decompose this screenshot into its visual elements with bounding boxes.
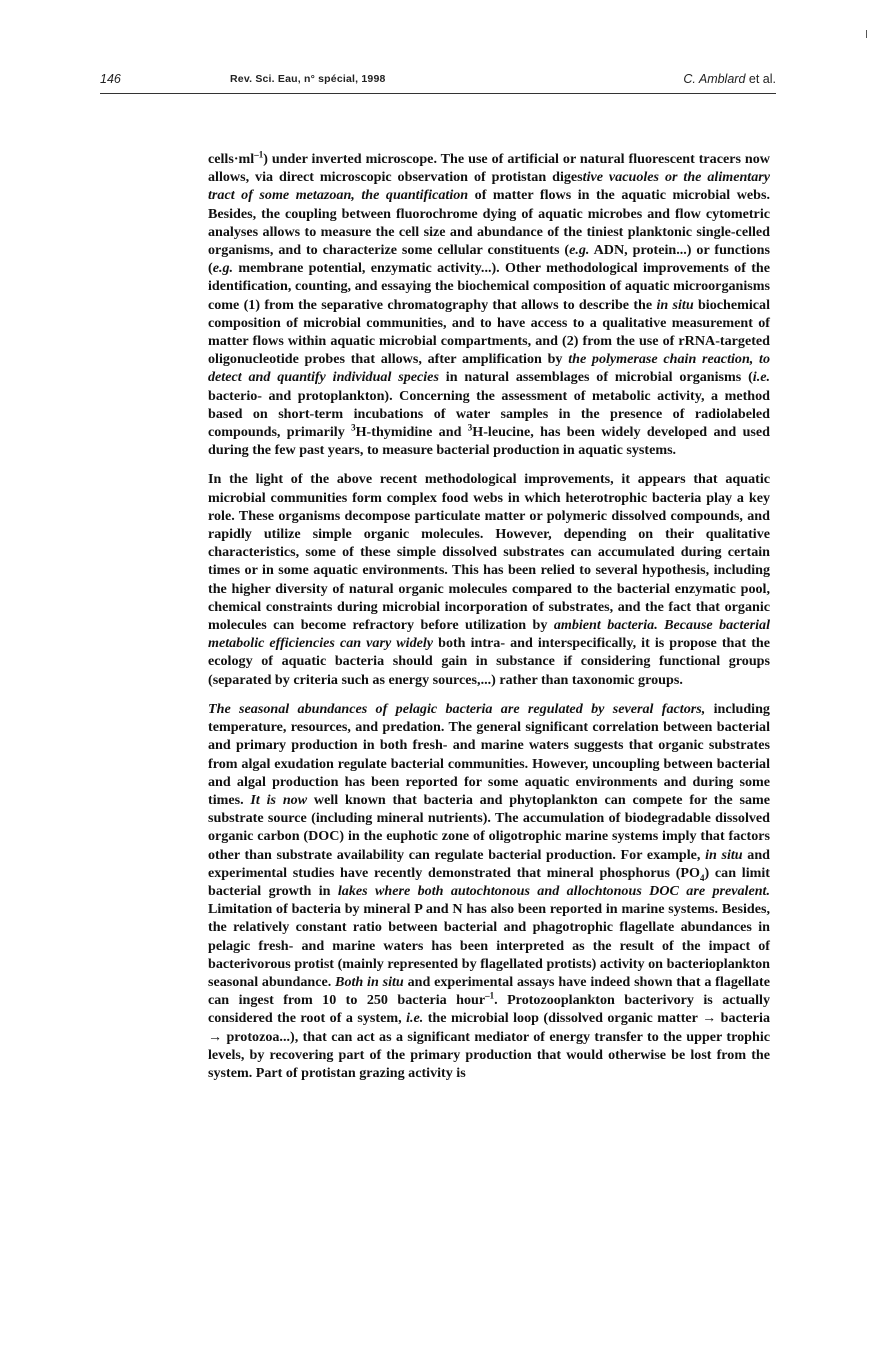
paragraph-2 — [208, 470, 770, 688]
journal-citation: Rev. Sci. Eau, n° spécial, 1998 — [230, 73, 386, 85]
paragraph-text-run: tive vacuoles or the alimentary tract of some metazoan, the quantification — [208, 169, 770, 204]
paragraph-text-run: i.e. — [752, 369, 771, 386]
paragraph-text-run: the polymerase chain reaction, to detect and quantify individual species — [208, 351, 770, 386]
paragraph-text-run: ) can limit bacterial growth in — [208, 864, 770, 899]
paragraph-text-run: e.g. — [569, 242, 590, 259]
paragraph-text-run: bacterio- and protoplankton). Concerning the assessment of metabolic activity, a method based on short-term incubations of water samples in the presence of radiolabeled compounds, primarily — [208, 387, 770, 441]
paragraph-text-run: H-leucine, has been widely developed and used during the few past years, to measure bacterial production in aquatic systems. — [208, 424, 770, 459]
paragraph-text-run: 3 — [467, 422, 473, 433]
paragraph-text-run: Both in situ — [335, 973, 404, 990]
paragraph-text-run: . Protozooplankton bacterivory is actually considered the root of a system, — [208, 992, 770, 1027]
paragraph-text-run: in natural assemblages of microbial organisms ( — [438, 369, 753, 386]
running-authors — [683, 72, 776, 86]
paragraph-text-run: The seasonal abundances of pelagic bacteria are regulated by several factors, — [208, 700, 706, 717]
scan-edge-mark — [866, 30, 867, 38]
paragraph-text-run: in situ — [705, 846, 743, 863]
paragraph-text-run: 3 — [351, 422, 356, 433]
paragraph-text-run: It is now — [250, 791, 308, 808]
paragraph-text-run: –1 — [254, 149, 264, 160]
paragraph-text-run: ADN, protein...) or functions ( — [208, 242, 770, 277]
paragraph-text-run: the microbial loop (dissolved organic matter → bacteria → protozoa...), that can act as a significant mediator of energy transfer to the upper trophic levels, by recovering part of the primary production that would otherwise be lost from the system. Part of protistan grazing activity is — [208, 1010, 770, 1081]
paragraph-text-run: well known that bacteria and phytoplankton can compete for the same substrate source (including mineral nutrients). The accumulation of biodegradable dissolved organic carbon (DOC) in the euphotic zone of oligotrophic marine systems imply that factors other than substrate availability can regulate bacterial production. For example, — [208, 791, 770, 863]
paragraph-text-run: both intra- and interspecifically, it is propose that the ecology of aquatic bacteria should gain in substance if considering functional groups (separated by criteria such as energy sources,...) rather than taxonomic groups. — [208, 635, 770, 688]
paragraph-text-run: membrane potential, enzymatic activity...). Other methodological improvements of the identification, counting, and essaying the biochemical composition of aquatic microorganisms come (1) from the separative chromatography that allows to describe the — [208, 260, 770, 313]
et-al: et al. — [748, 72, 776, 86]
paragraph-text-run: e.g. — [212, 260, 234, 277]
paragraph-text-run: –1 — [485, 990, 495, 1001]
paragraph-text-run: 4 — [699, 872, 705, 883]
paragraph-text-run: ambient bacteria. Because bacterial metabolic efficiencies can vary widely — [208, 617, 770, 652]
paragraph-text-run: lakes where both autochtonous and allochtonous DOC are prevalent. — [337, 882, 770, 899]
paragraph-3 — [208, 700, 770, 1082]
paragraph-text-run: and experimental assays have indeed shown that a flagellate can ingest from 10 to 250 bacteria hour — [208, 973, 770, 1009]
paragraph-text-run: biochemical composition of microbial communities, and to have access to a qualitative measurement of matter flows within aquatic microbial compartments, and (2) from the use of rRNA-targeted oligonucleotide probes that allows, after amplification by — [208, 296, 770, 368]
paragraph-text-run: Limitation of bacteria by mineral P and N has also been reported in marine systems. Besides, the relatively constant ratio between bacterial and phagotrophic flagellate abundances in pelagic fresh- and marine waters has been interpreted as the result of the impact of bacterivorous protist (mainly represented by flagellated protists) activity on bacterioplankton seasonal abundance. — [208, 901, 770, 990]
page-number: 146 — [100, 72, 121, 86]
paragraph-text-run: H-thymidine and — [355, 424, 468, 441]
author-name: C. Amblard — [683, 72, 746, 86]
body-text — [208, 150, 770, 1093]
paragraph-text-run: in situ — [656, 296, 694, 313]
header-rule — [100, 93, 776, 94]
paragraph-text-run: cells·ml — [208, 151, 255, 167]
paragraph-text-run: i.e. — [406, 1010, 424, 1027]
paragraph-text-run: of matter flows in the aquatic microbial webs. Besides, the coupling between fluorochrome dying of aquatic microbes and flow cytometric analyses allows to measure the cell size and abundance of the tiniest planktonic single-celled organisms, and to characterize some cellular constituents ( — [208, 187, 770, 259]
paragraph-1 — [208, 150, 770, 459]
paragraph-text-run: ) under inverted microscope. The use of artificial or natural fluorescent tracers now allows, via direct microscopic observation of protistan diges — [208, 151, 770, 186]
paragraph-text-run: In the light of the above recent methodological improvements, it appears that aquatic microbial communities form complex food webs in which heterotrophic bacteria play a key role. These organisms decompose particulate matter or polymeric dissolved compounds, and rapidly utilize simple organic molecules. However, depending on their qualitative characteristics, some of these simple dissolved substrates can accumulated during certain times or in some aquatic environments. This has been relied to several hypothesis, including the higher diversity of natural organic molecules compared to the bacterial enzymatic pool, chemical constraints during microbial incorporation of substrates, and the fact that organic molecules can become refractory before utilization by — [208, 471, 770, 634]
running-head — [100, 72, 776, 92]
paragraph-text-run: including temperature, resources, and predation. The general significant correlation between bacterial and primary production in both fresh- and marine waters suggests that organic substrates from algal exudation regulate bacterial communities. However, uncoupling between bacterial and algal production has been reported for some aquatic environments and during some times. — [208, 700, 770, 808]
paragraph-text-run: and experimental studies have recently demonstrated that mineral phosphorus (PO — [208, 846, 771, 881]
